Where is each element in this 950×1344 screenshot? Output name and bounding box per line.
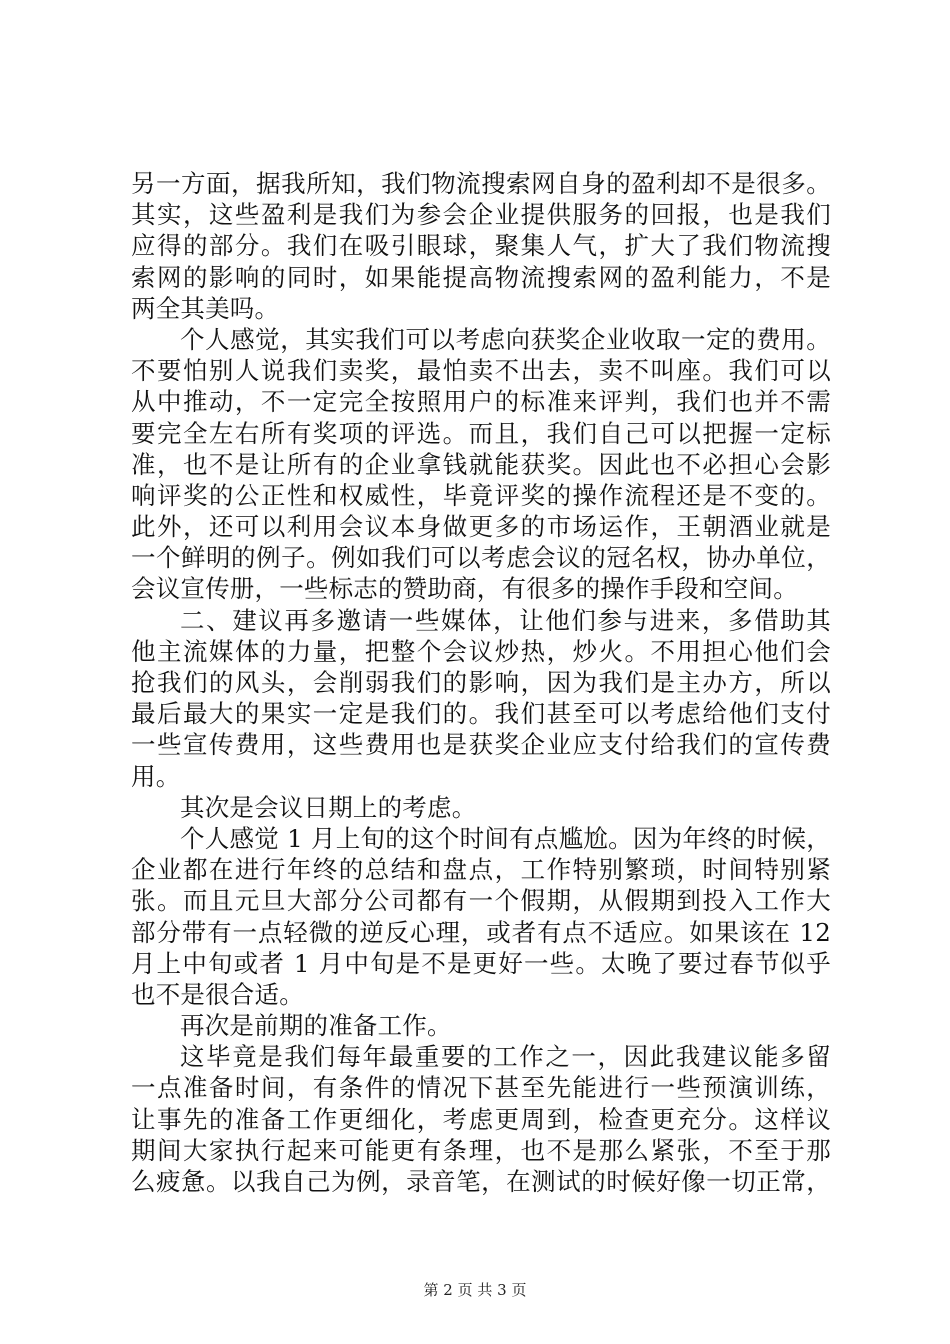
document-body <box>131 168 831 1197</box>
text-line: 要完全左右所有奖项的评选。而且，我们自己可以把握一定标 <box>131 418 831 448</box>
text-line: 个人感觉，其实我们可以考虑向获奖企业收取一定的费用。 <box>180 324 831 354</box>
page-number: 第 2 页 共 3 页 <box>423 1281 527 1299</box>
text-line: 企业都在进行年终的总结和盘点，工作特别繁琐，时间特别紧 <box>131 855 831 885</box>
text-line: 他主流媒体的力量，把整个会议炒热，炒火。不用担心他们会 <box>131 636 831 666</box>
text-line: 月上中旬或者 1 月中旬是不是更好一些。太晚了要过春节似乎 <box>131 948 831 978</box>
text-line: 用。 <box>131 761 181 791</box>
text-line: 不要怕别人说我们卖奖，最怕卖不出去，卖不叫座。我们可以 <box>131 356 831 386</box>
text-line: 期间大家执行起来可能更有条理，也不是那么紧张，不至于那 <box>131 1135 831 1165</box>
text-line: 会议宣传册，一些标志的赞助商，有很多的操作手段和空间。 <box>131 574 798 604</box>
text-line: 么疲惫。以我自己为例，录音笔，在测试的时候好像一切正常， <box>131 1167 831 1196</box>
text-line: 也不是很合适。 <box>131 979 304 1009</box>
text-line: 个人感觉 1 月上旬的这个时间有点尴尬。因为年终的时候， <box>180 823 831 853</box>
text-line: 响评奖的公正性和权威性，毕竟评奖的操作流程还是不变的。 <box>131 480 831 510</box>
text-line: 另一方面，据我所知，我们物流搜索网自身的盈利却不是很多。 <box>131 169 831 198</box>
text-line: 一个鲜明的例子。例如我们可以考虑会议的冠名权，协办单位， <box>131 543 831 573</box>
text-line: 再次是前期的准备工作。 <box>180 1011 452 1041</box>
text-line: 两全其美吗。 <box>131 293 280 323</box>
text-line: 应得的部分。我们在吸引眼球，聚集人气，扩大了我们物流搜 <box>131 231 831 261</box>
text-line: 让事先的准备工作更细化，考虑更周到，检查更充分。这样议 <box>131 1104 831 1134</box>
text-line: 从中推动，不一定完全按照用户的标准来评判，我们也并不需 <box>131 387 831 417</box>
text-line: 准，也不是让所有的企业拿钱就能获奖。因此也不必担心会影 <box>131 449 831 479</box>
text-line: 这毕竟是我们每年最重要的工作之一，因此我建议能多留 <box>180 1042 831 1072</box>
page-footer <box>0 1280 950 1300</box>
text-line: 此外，还可以利用会议本身做更多的市场运作，王朝酒业就是 <box>131 512 831 542</box>
text-line: 抢我们的风头，会削弱我们的影响，因为我们是主办方，所以 <box>131 668 831 697</box>
text-line: 索网的影响的同时，如果能提高物流搜索网的盈利能力，不是 <box>131 262 831 292</box>
text-line: 张。而且元旦大部分公司都有一个假期，从假期到投入工作大 <box>131 886 831 916</box>
text-line: 一些宣传费用，这些费用也是获奖企业应支付给我们的宣传费 <box>131 730 831 760</box>
text-line: 二、建议再多邀请一些媒体，让他们参与进来，多借助其 <box>180 605 831 635</box>
text-line: 其实，这些盈利是我们为参会企业提供服务的回报，也是我们 <box>131 200 831 230</box>
text-line: 其次是会议日期上的考虑。 <box>180 792 477 822</box>
text-line: 部分带有一点轻微的逆反心理，或者有点不适应。如果该在 12 <box>131 917 831 947</box>
text-line: 一点准备时间，有条件的情况下甚至先能进行一些预演训练， <box>131 1073 831 1103</box>
text-line: 最后最大的果实一定是我们的。我们甚至可以考虑给他们支付 <box>131 699 831 729</box>
